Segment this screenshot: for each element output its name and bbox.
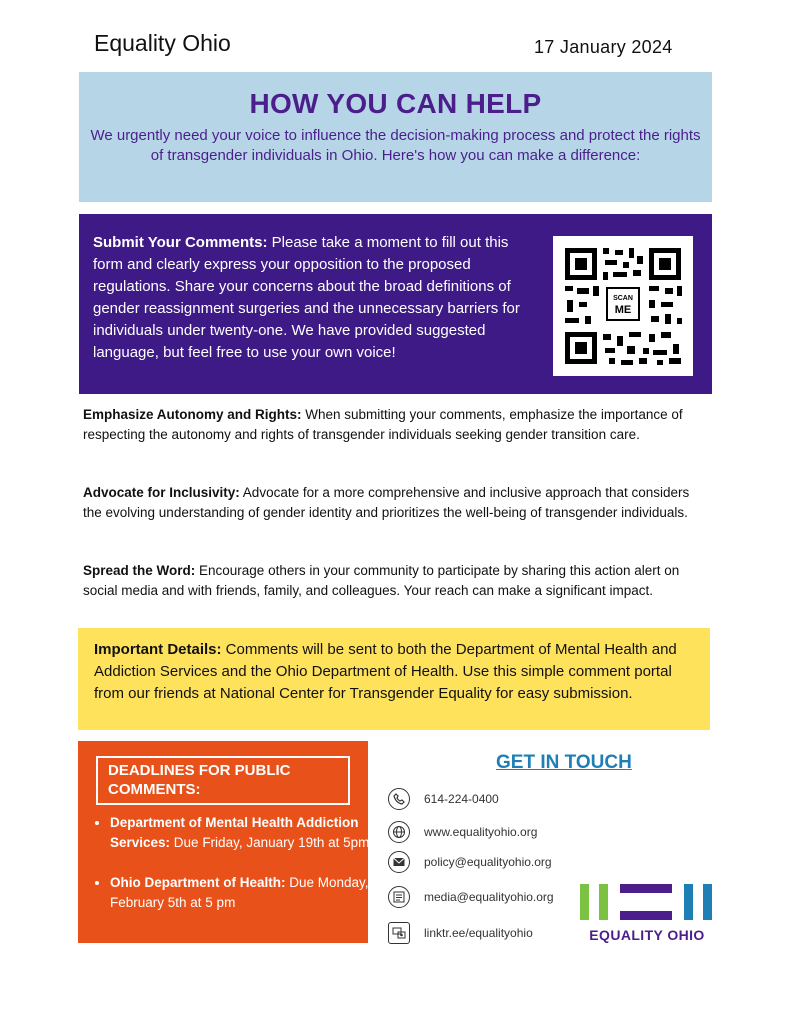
qr-caption-top: SCAN	[613, 295, 633, 302]
help-title: HOW YOU CAN HELP	[249, 88, 542, 119]
qr-caption-bottom: ME	[614, 304, 632, 316]
deadlines-title: DEADLINES FOR PUBLIC COMMENTS:	[96, 756, 350, 805]
org-name: Equality Ohio	[94, 30, 231, 56]
spread-word-text: Encourage others in your community to participate by sharing this action alert on social media and with friends, family, and colleagues. Your reach can make a significant impact.	[83, 563, 680, 598]
deadline-label: Ohio Department of Health:	[110, 875, 286, 890]
inclusivity-text: Advocate for a more comprehensive and inclusive approach that considers the evolving understanding of gender identity and prioritizes the well-being of transgender individuals.	[83, 485, 690, 520]
deadline-label: Department of Mental Health Addiction Services:	[110, 815, 359, 850]
deadline-item	[110, 813, 372, 853]
submit-text	[93, 232, 541, 364]
contact-media-email[interactable]	[388, 885, 554, 909]
date: 17 January 2024	[534, 37, 673, 57]
submit-body: Please take a moment to fill out this form and clearly express your opposition to the proposed regulations. Share your concerns about the broad definitions of gender reassignment surgeries and the unnecessary barriers for individuals under twenty-one. We have provided suggested language, but feel free to use your own voice!	[93, 234, 520, 361]
submit-comments-box	[79, 214, 712, 394]
help-banner	[79, 72, 712, 202]
spread-word-paragraph	[83, 561, 703, 600]
contact-website[interactable]	[388, 820, 537, 844]
envelope-icon	[388, 851, 410, 873]
deadline-text: Due Friday, January 19th at 5pm	[170, 835, 370, 850]
contact-policy-email[interactable]	[388, 850, 552, 874]
qr-code[interactable]	[553, 236, 693, 376]
deadline-item	[110, 873, 372, 913]
linktree-text: linktr.ee/equalityohio	[424, 926, 533, 940]
website-text: www.equalityohio.org	[424, 825, 538, 839]
deadlines-box	[78, 741, 368, 943]
get-in-touch-heading[interactable]: GET IN TOUCH	[496, 752, 632, 773]
globe-icon	[388, 821, 410, 843]
newspaper-icon	[388, 886, 410, 908]
details-text	[94, 639, 699, 705]
link-devices-icon	[388, 922, 410, 944]
deadlines-list	[90, 813, 372, 933]
policy-email-text: policy@equalityohio.org	[424, 855, 552, 869]
autonomy-label: Emphasize Autonomy and Rights:	[83, 407, 302, 422]
media-email-text: media@equalityohio.org	[424, 890, 554, 904]
important-details-box	[78, 628, 710, 730]
autonomy-paragraph	[83, 405, 703, 444]
autonomy-text: When submitting your comments, emphasize the importance of respecting the autonomy and rights of transgender individuals seeking gender transition care.	[83, 407, 683, 442]
contact-linktree[interactable]	[388, 921, 533, 945]
logo-text: EQUALITY OHIO	[589, 927, 705, 943]
inclusivity-paragraph	[83, 483, 703, 522]
phone-icon	[388, 788, 410, 810]
inclusivity-label: Advocate for Inclusivity:	[83, 485, 240, 500]
help-intro: We urgently need your voice to influence the decision-making process and protect the rights of transgender individuals in Ohio. Here's how you can make a difference:	[90, 127, 701, 164]
details-label: Important Details:	[94, 641, 222, 658]
phone-text: 614-224-0400	[424, 792, 499, 806]
deadline-text: Due Monday, February 5th at 5 pm	[110, 875, 369, 910]
details-body: Comments will be sent to both the Department of Mental Health and Addiction Services and the Ohio Department of Health. Use this simple comment portal from our friends at National Center for Transgender Equality for easy submission.	[94, 641, 677, 702]
logo-mark-icon	[580, 884, 712, 920]
submit-label: Submit Your Comments:	[93, 234, 268, 251]
spread-word-label: Spread the Word:	[83, 563, 196, 578]
contact-phone[interactable]	[388, 787, 499, 811]
